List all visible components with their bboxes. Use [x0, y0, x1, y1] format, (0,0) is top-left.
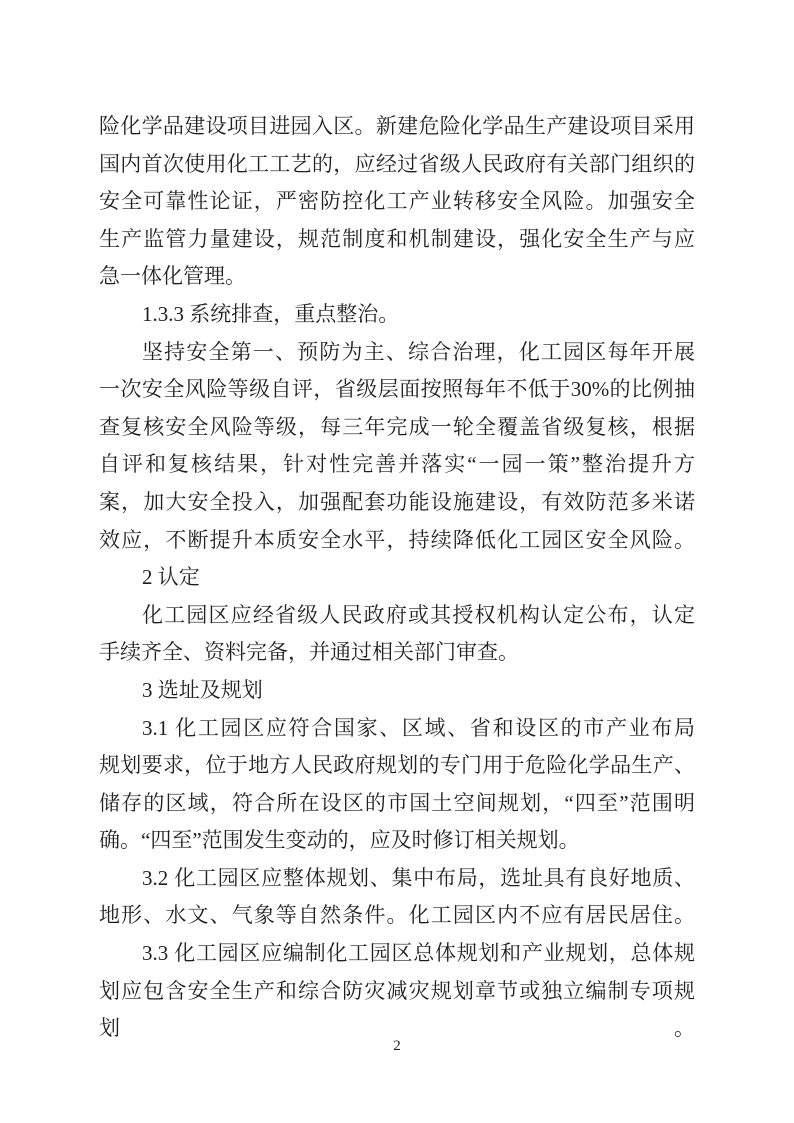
text-line: 一次安全风险等级自评，省级层面按照每年不低于30%的比例抽: [99, 377, 695, 402]
text-line: 确。“四至”范围发生变动的，应及时修订相关规划。: [99, 828, 580, 853]
text-line: 生产监管力量建设，规范制度和机制建设，强化安全生产与应: [99, 226, 695, 251]
text-line: 2 认定: [142, 565, 200, 590]
text-line: 安全可靠性论证，严密防控化工产业转移安全风险。加强安全: [99, 189, 695, 214]
text-line: 1.3.3 系统排查，重点整治。: [142, 301, 400, 326]
text-line: 险化学品建设项目进园入区。新建危险化学品生产建设项目采用: [99, 114, 695, 138]
text-line: 3.3 化工园区应编制化工园区总体规划和产业规划，总体规: [142, 941, 695, 966]
text-line: 3.2 化工园区应整体规划、集中布局，选址具有良好地质、: [142, 865, 695, 890]
text-line: 规划要求，位于地方人民政府规划的专门用于危险化学品生产、: [99, 753, 695, 778]
text-line: 查复核安全风险等级，每三年完成一轮全覆盖省级复核，根据: [99, 414, 695, 439]
text-line: 划应包含安全生产和综合防灾减灾规划章节或独立编制专项规划。: [99, 978, 695, 1041]
text-line: 自评和复核结果，针对性完善并落实“一园一策”整治提升方: [99, 452, 695, 477]
text-line: 急一体化管理。: [99, 264, 246, 289]
text-line: 案，加大安全投入，加强配套功能设施建设，有效防范多米诺: [99, 489, 695, 514]
text-line: 效应，不断提升本质安全水平，持续降低化工园区安全风险。: [99, 527, 695, 552]
document-body: [99, 108, 695, 1041]
text-line: 坚持安全第一、预防为主、综合治理，化工园区每年开展: [142, 339, 695, 364]
text-line: 手续齐全、资料完备，并通过相关部门审查。: [99, 640, 519, 665]
text-line: 3 选址及规划: [142, 677, 263, 702]
text-line: 3.1 化工园区应符合国家、区域、省和设区的市产业布局: [142, 715, 695, 740]
page-number: 2: [393, 1038, 401, 1054]
text-line: 地形、水文、气象等自然条件。化工园区内不应有居民居住。: [99, 903, 695, 928]
text-line: 储存的区域，符合所在设区的市国土空间规划，“四至”范围明: [99, 790, 695, 815]
text-line: 国内首次使用化工工艺的，应经过省级人民政府有关部门组织的: [99, 151, 695, 176]
text-line: 化工园区应经省级人民政府或其授权机构认定公布，认定: [142, 602, 695, 627]
